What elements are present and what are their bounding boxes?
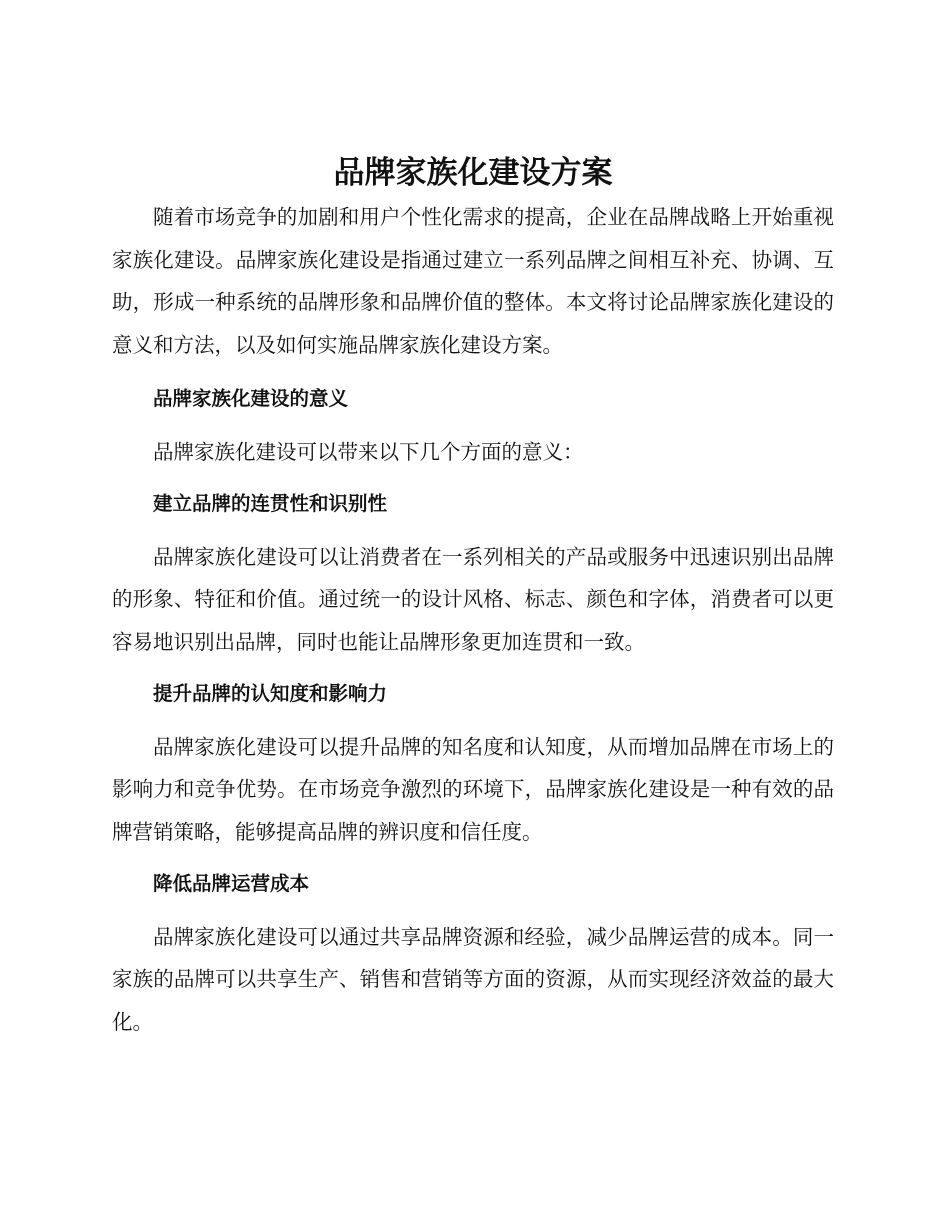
subsection-heading-consistency: 建立品牌的连贯性和识别性 bbox=[152, 492, 387, 515]
subsection-body-awareness: 品牌家族化建设可以提升品牌的知名度和认知度，从而增加品牌在市场上的影响力和竞争优势。在市场竞争激烈的环境下，品牌家族化建设是一种有效的品牌营销策略，能够提高品牌的辨识度和信任度。 bbox=[112, 734, 834, 844]
subsection-body-cost: 品牌家族化建设可以通过共享品牌资源和经验，减少品牌运营的成本。同一家族的品牌可以共享生产、销售和营销等方面的资源，从而实现经济效益的最大化。 bbox=[112, 924, 834, 1034]
document-title: 品牌家族化建设方案 bbox=[333, 155, 613, 191]
section-heading-significance: 品牌家族化建设的意义 bbox=[152, 387, 348, 410]
section-lead-paragraph: 品牌家族化建设可以带来以下几个方面的意义： bbox=[153, 439, 584, 464]
intro-paragraph: 随着市场竞争的加剧和用户个性化需求的提高，企业在品牌战略上开始重视家族化建设。品牌家族化建设是指通过建立一系列品牌之间相互补充、协调、互助，形成一种系统的品牌形象和品牌价值的整体。本文将讨论品牌家族化建设的意义和方法，以及如何实施品牌家族化建设方案。 bbox=[112, 205, 834, 357]
document-page bbox=[112, 150, 834, 1043]
subsection-body-consistency: 品牌家族化建设可以让消费者在一系列相关的产品或服务中迅速识别出品牌的形象、特征和价值。通过统一的设计风格、标志、颜色和字体，消费者可以更容易地识别出品牌，同时也能让品牌形象更加连贯和一致。 bbox=[112, 544, 834, 654]
subsection-heading-cost: 降低品牌运营成本 bbox=[152, 872, 309, 895]
subsection-heading-awareness: 提升品牌的认知度和影响力 bbox=[152, 682, 387, 705]
